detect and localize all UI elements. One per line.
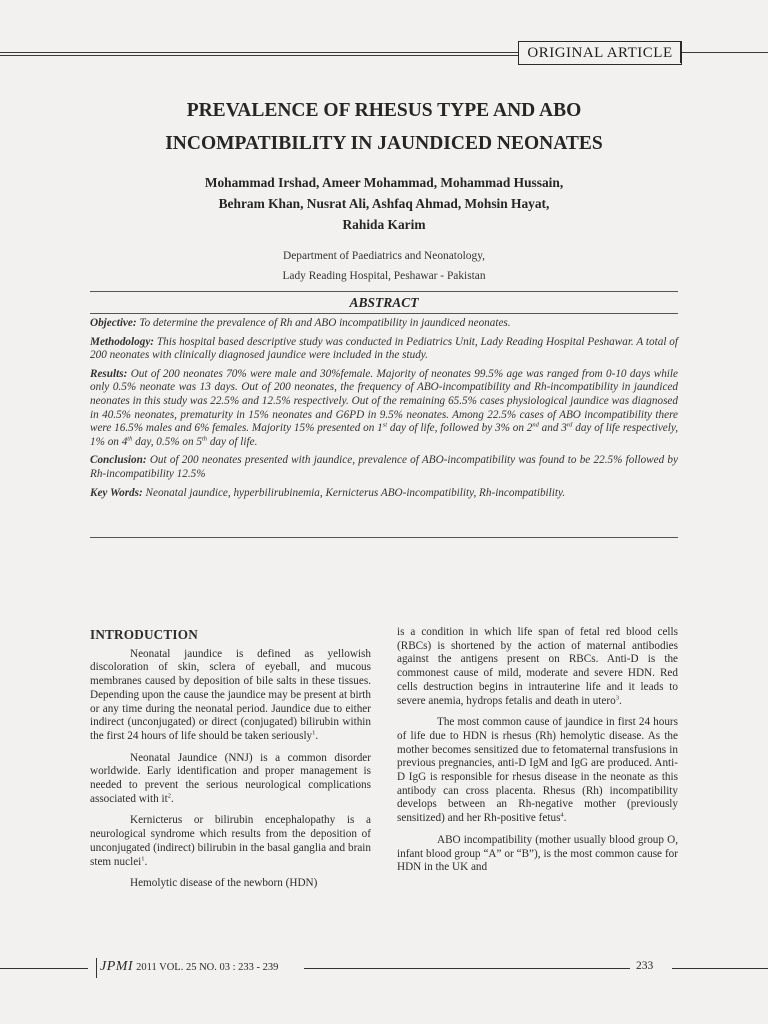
journal-name: JPMI [100,959,134,974]
paragraph-text: The most common cause of jaundice in first 24 hours of life due to HDN is rhesus (Rh) hemolytic disease. As the mother becomes sensitized due to fetomaternal transfusions in previous pregnancies, anti-D IgM and IgG are produced. Anti-D IgG is responsible for rhesus disease in the neonate as this antibody can cross placenta. Rhesus (Rh) incompatibility develops between an Rh-negative mother (previously sensitized) and her Rh-positive fetus [397,716,678,825]
citation-ref: 3 [615,693,619,701]
abstract-top-rule [90,291,678,292]
section-heading-introduction: INTRODUCTION [90,627,198,642]
abstract-heading-rule [90,313,678,314]
authors-line-2: Behram Khan, Nusrat Ali, Ashfaq Ahmad, Mohsin Hayat, [218,196,550,211]
paragraph: is a condition in which life span of fetal red blood cells (RBCs) is shortened by the action of maternal antibodies against the antigens present on RBCs. Anti-D is the commonest cause of mild, moderate and severe HDN. Red cells destruction begins in intrauterine life and it leads to severe anemia, hydrops fetalis and death in utero$^3$. [397,626,678,707]
footer-ornament [96,958,97,978]
affiliation [90,246,678,286]
results-text: and 3 [538,422,567,435]
paragraph: Neonatal jaundice is defined as yellowish discoloration of skin, sclera of eyeball, and mucous membranes caused by deposition of bile salts in these tissues. Depending upon the cause the jaundice may be present at birth or any time during the neonatal period. Jaundice due to either indirect (unconjugated) or direct (conjugated) bilirubin within the first 24 hours of life should be taken seriously$^1$. [90,647,371,742]
results-text: day of life. [207,435,258,448]
authors-line-3: Rahida Karim [342,217,426,232]
article-type-badge: ORIGINAL ARTICLE [518,41,682,65]
badge-ornament [680,41,689,63]
results-text: Out of 200 neonates 70% were male and 30%female. Majority of neonates 99.5% age was ranged from 0-10 days while only 0.5% neonate was 13 days. Out of 200 neonates, the frequency of ABO-incompatibility and Rh-incompatibility in jaundiced neonates in this study was 22.5% and 12.5% respectively. Out of the remaining 65.5% cases physiological jaundice was diagnosed in 40.5% neonates, prematurity in 15% neonates and G6PD in 9.5% neonates. Among 22.5% cases of ABO incompatibility there were 16.5% males and 6% females. Majority 15% presented on 1 [90,367,678,435]
affiliation-line-1: Department of Paediatrics and Neonatology, [282,250,485,262]
right-column [397,626,678,883]
abstract-keywords [90,487,678,501]
title-line-2: INCOMPATIBILITY IN JAUNDICED NEONATES [165,133,603,154]
conclusion-label: Conclusion: [90,454,147,467]
results-text: day of life, followed by 3% on 2 [387,422,533,435]
keywords-text: Neonatal jaundice, hyperbilirubinemia, Kernicterus ABO-incompatibility, Rh-incompatibility. [145,486,566,499]
results-label: Results: [90,367,128,380]
citation-ref: 1 [312,729,316,737]
citation-ref: 1 [141,854,145,862]
abstract-objective [90,317,678,331]
paragraph-text: Kernicterus or bilirubin encephalopathy is a neurological syndrome which results from the deposition of unconjugated (indirect) bilirubin in the basal ganglia and brain stem nuclei [90,814,371,868]
paragraph: Neonatal Jaundice (NNJ) is a common disorder worldwide. Early identification and proper management is needed to prevent the serious neurological complications associated with $it^2$. [90,751,371,805]
footer-rule [672,968,768,969]
results-text: day of life respectively, 1% on 4 [90,422,679,448]
authors-line-1: Mohammad Irshad, Ameer Mohammad, Mohammad Hussain, [204,175,564,190]
results-sup: th [201,435,208,443]
abstract-results [90,368,678,450]
results-text: day, 0.5% on 5 [132,435,202,448]
citation-ref: 4 [560,811,564,819]
footer-rule [0,968,88,969]
paragraph-text: ABO incompatibility (mother usually blood group O, infant blood group “A” or “B”), is the most common cause for HDN in the UK and [397,833,678,874]
paragraph-text: Hemolytic disease of the newborn (HDN) [130,877,318,890]
paragraph-text: is a condition in which life span of fetal red blood cells (RBCs) is shortened by the action of maternal antibodies against the antigens present on RBCs. Anti-D is the commonest cause of mild, moderate and severe HDN. Red cells destruction begins in intrauterine life and it leads to severe anemia, hydrops fetalis and death in utero [397,626,678,707]
results-sup: st [382,421,388,429]
methodology-text: This hospital based descriptive study was conducted in Pediatrics Unit, Lady Reading Hospital Peshawar. A total of 200 neonates with clinically diagnosed jaundice were included in the study. [90,335,679,362]
header-rule-double [0,55,520,56]
objective-text: To determine the prevalence of Rh and ABO incompatibility in jaundiced neonates. [139,317,511,329]
volume-info: 2011 VOL. 25 NO. 03 : 233 - 239 [136,962,279,973]
paragraph: The most common cause of jaundice in first 24 hours of life due to HDN is rhesus (Rh) hemolytic disease. As the mother becomes sensitized due to fetomaternal transfusions in previous pregnancies, anti-D IgM and IgG are produced. Anti-D IgG is responsible for rhesus disease in the neonate as this antibody can cross placenta. Rhesus (Rh) incompatibility develops between an Rh-negative mother (previously sensitized) and her Rh-positive fetus$^4$. [397,716,678,825]
paragraph [90,877,371,891]
abstract-methodology [90,336,678,363]
abstract-body [90,317,678,505]
objective-label: Objective: [90,317,137,329]
keywords-label: Key Words: [90,486,143,499]
results-sup: th [127,435,133,443]
paragraph-text: Neonatal Jaundice (NNJ) is a common disorder worldwide. Early identification and proper management is needed to prevent the serious neurological complications associated with it [90,751,371,805]
results-sup: rd [566,421,573,429]
methodology-label: Methodology: [90,335,155,348]
article-title [90,94,678,160]
paragraph-text: Neonatal jaundice is defined as yellowish discoloration of skin, sclera of eyeball, and mucous membranes caused by deposition of bile salts in these tissues. Depending upon the cause the jaundice may be present at birth or any time during the neonatal period. Jaundice due to either indirect (unconjugated) or direct (conjugated) bilirubin within the first 24 hours of life should be taken seriously [90,647,371,742]
citation-ref: 2 [167,792,171,799]
footer-rule [304,968,630,969]
author-list [90,172,678,235]
paragraph: Kernicterus or bilirubin encephalopathy is a neurological syndrome which results from the deposition of unconjugated (indirect) bilirubin in the basal ganglia and brain stem nuclei$^1$. [90,814,371,868]
results-sup: nd [532,421,539,429]
footer-citation [100,959,278,975]
abstract-bottom-rule [90,537,678,538]
paragraph [397,834,678,875]
abstract-heading: ABSTRACT [349,295,419,310]
page-number: 233 [636,960,654,972]
conclusion-text: Out of 200 neonates presented with jaundice, prevalence of ABO-incompatibility was found to be 22.5% followed by Rh-incompatibility 12.5% [90,454,678,480]
left-column [90,626,371,899]
title-line-1: PREVALENCE OF RHESUS TYPE AND ABO [186,100,582,121]
affiliation-line-2: Lady Reading Hospital, Peshawar - Pakistan [282,270,486,282]
abstract-conclusion [90,454,678,481]
